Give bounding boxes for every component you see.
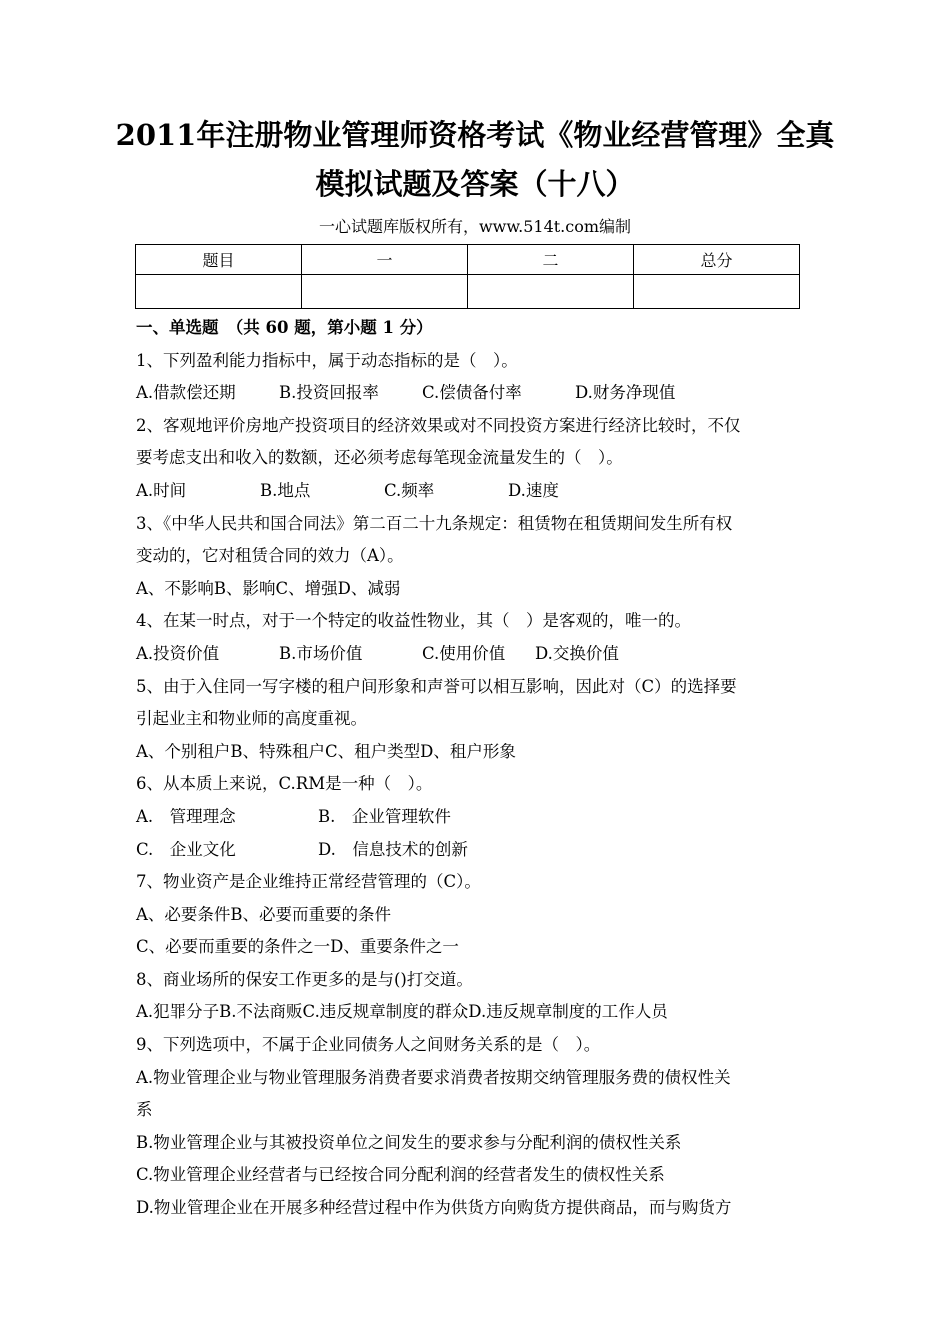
question-list <box>136 312 841 1225</box>
question-3-options: A、不影响B、影响C、增强D、减弱 <box>136 578 401 598</box>
score-header-total: 总分 <box>634 245 800 275</box>
option-d: D.交换价值 <box>535 643 619 663</box>
question-2-options <box>136 475 841 508</box>
score-table-value-row <box>136 275 800 309</box>
question-1-options <box>136 377 841 410</box>
option-d: D. 信息技术的创新 <box>318 839 468 859</box>
question-4-options <box>136 638 841 671</box>
score-value-item <box>136 275 302 309</box>
question-5-text-cont: 引起业主和物业师的高度重视。 <box>136 709 367 729</box>
question-7-options-line2: C、必要而重要的条件之一D、重要条件之一 <box>136 937 459 957</box>
score-header-item: 题目 <box>136 245 302 275</box>
question-2-text-cont: 要考虑支出和收入的数额，还必须考虑每笔现金流量发生的（ ）。 <box>136 448 623 468</box>
score-table <box>135 244 800 309</box>
question-9-option-b: B.物业管理企业与其被投资单位之间发生的要求参与分配利润的债权性关系 <box>136 1132 682 1152</box>
section-heading: 一、单选题 （共 60 题，第小题 1 分） <box>136 318 433 337</box>
score-header-part2: 二 <box>468 245 634 275</box>
option-b: B.市场价值 <box>279 643 363 663</box>
question-5-text: 5、由于入住同一写字楼的租户间形象和声誉可以相互影响，因此对（C）的选择要 <box>136 676 737 696</box>
option-a: A. 管理理念 <box>136 806 236 826</box>
question-6-text: 6、从本质上来说，C.RM是一种（ ）。 <box>136 774 433 794</box>
question-9-option-d: D.物业管理企业在开展多种经营过程中作为供货方向购货方提供商品，而与购货方 <box>136 1198 732 1218</box>
question-8-options: A.犯罪分子B.不法商贩C.违反规章制度的群众D.违反规章制度的工作人员 <box>136 1002 668 1022</box>
option-c: C.偿债备付率 <box>422 383 522 403</box>
question-7-text: 7、物业资产是企业维持正常经营管理的（C）。 <box>136 872 481 892</box>
option-b: B.地点 <box>260 480 311 500</box>
option-d: D.速度 <box>508 480 559 500</box>
question-2-text: 2、客观地评价房地产投资项目的经济效果或对不同投资方案进行经济比较时，不仅 <box>136 415 741 435</box>
option-a: A.时间 <box>136 480 187 500</box>
score-table-header-row <box>136 245 800 275</box>
copyright-subtitle: 一心试题库版权所有，www.514t.com编制 <box>318 217 632 236</box>
option-b: B.投资回报率 <box>279 383 379 403</box>
score-value-part2 <box>468 275 634 309</box>
question-6-options-row2 <box>136 834 841 867</box>
question-9-text: 9、下列选项中，不属于企业同债务人之间财务关系的是（ ）。 <box>136 1035 601 1055</box>
score-value-total <box>634 275 800 309</box>
option-a: A.借款偿还期 <box>136 383 236 403</box>
question-1-text: 1、下列盈利能力指标中，属于动态指标的是（ ）。 <box>136 350 518 370</box>
score-header-part1: 一 <box>302 245 468 275</box>
question-8-text: 8、商业场所的保安工作更多的是与()打交道。 <box>136 969 473 989</box>
question-9-option-a-cont: 系 <box>136 1100 153 1120</box>
option-c: C.使用价值 <box>422 643 506 663</box>
question-3-text-cont: 变动的，它对租赁合同的效力（A）。 <box>136 546 404 566</box>
document-title-line2: 模拟试题及答案（十八） <box>315 167 635 201</box>
option-c: C.频率 <box>384 480 435 500</box>
score-value-part1 <box>302 275 468 309</box>
question-6-options-row1 <box>136 801 841 834</box>
question-9-option-c: C.物业管理企业经营者与已经按合同分配利润的经营者发生的债权性关系 <box>136 1165 665 1185</box>
option-b: B. 企业管理软件 <box>318 806 451 826</box>
option-a: A.投资价值 <box>136 643 220 663</box>
option-d: D.财务净现值 <box>575 383 676 403</box>
question-5-options: A、个别租户B、特殊租户C、租户类型D、租户形象 <box>136 741 516 761</box>
question-7-options-line1: A、必要条件B、必要而重要的条件 <box>136 904 392 924</box>
question-9-option-a: A.物业管理企业与物业管理服务消费者要求消费者按期交纳管理服务费的债权性关 <box>136 1067 731 1087</box>
document-title-line1: 2011年注册物业管理师资格考试《物业经营管理》全真 <box>115 118 835 152</box>
question-4-text: 4、在某一时点，对于一个特定的收益性物业，其（ ）是客观的，唯一的。 <box>136 611 691 631</box>
question-3-text: 3、《中华人民共和国合同法》第二百二十九条规定：租赁物在租赁期间发生所有权 <box>136 513 733 533</box>
option-c: C. 企业文化 <box>136 839 236 859</box>
